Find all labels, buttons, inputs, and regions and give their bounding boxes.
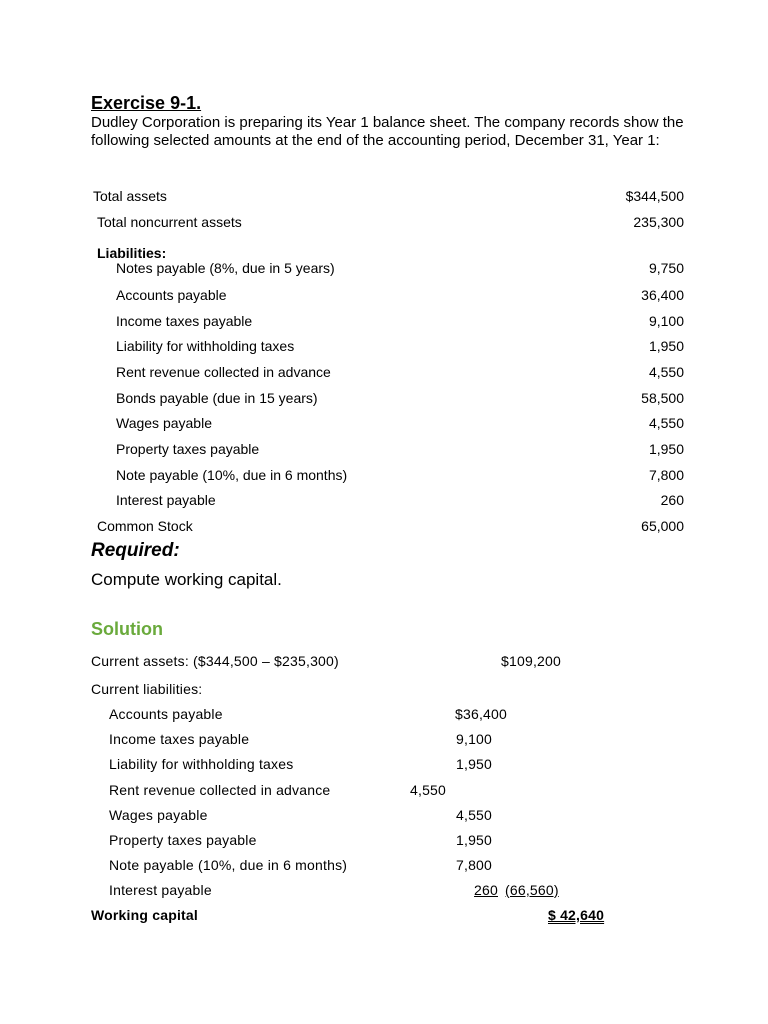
liability-item-value: 1,950 <box>648 441 684 457</box>
solution-item-value: 9,100 <box>456 731 493 747</box>
liability-item-label: Income taxes payable <box>116 313 253 329</box>
liability-item-label: Interest payable <box>116 492 216 508</box>
solution-item-label: Interest payable <box>109 882 212 898</box>
liability-item-value: 4,550 <box>648 415 684 431</box>
liability-item-value: 4,550 <box>648 364 684 380</box>
solution-item-label: Liability for withholding taxes <box>109 756 294 772</box>
solution-item-value: 4,550 <box>410 782 447 798</box>
liability-item-label: Liability for withholding taxes <box>116 338 295 354</box>
exercise-title: Exercise 9-1. <box>91 93 202 113</box>
common-stock-value: 65,000 <box>641 518 684 534</box>
solution-item-value: $36,400 <box>455 706 508 722</box>
liability-item-value: 7,800 <box>648 467 684 483</box>
liability-item-label: Accounts payable <box>116 287 227 303</box>
liability-item-label: Wages payable <box>116 415 212 431</box>
working-capital-label: Working capital <box>91 907 198 923</box>
solution-item-value: 7,800 <box>456 857 493 873</box>
liability-item-value: 1,950 <box>648 338 684 354</box>
solution-item-label: Property taxes payable <box>109 832 257 848</box>
total-assets-label: Total assets <box>93 188 167 204</box>
solution-item-value: 1,950 <box>456 832 493 848</box>
total-noncurrent-value: 235,300 <box>633 214 684 230</box>
liability-item-label: Notes payable (8%, due in 5 years) <box>116 260 335 276</box>
liability-item-value: 9,100 <box>648 313 684 329</box>
solution-item-label: Wages payable <box>109 807 208 823</box>
liability-item-label: Property taxes payable <box>116 441 260 457</box>
solution-item-value: 1,950 <box>456 756 493 772</box>
solution-item-value: 4,550 <box>456 807 493 823</box>
liability-item-value: 9,750 <box>648 260 684 276</box>
liability-item-value: 260 <box>660 492 684 508</box>
solution-item-label: Note payable (10%, due in 6 months) <box>109 857 348 873</box>
current-assets-label: Current assets: ($344,500 – $235,300) <box>91 653 339 669</box>
total-noncurrent-label: Total noncurrent assets <box>97 214 242 230</box>
liability-item-value: 36,400 <box>641 287 684 303</box>
liability-item-label: Note payable (10%, due in 6 months) <box>116 467 348 483</box>
total-assets-value: $344,500 <box>625 188 684 204</box>
current-liabilities-label: Current liabilities: <box>91 681 203 697</box>
required-task: Compute working capital. <box>91 570 282 589</box>
solution-item-label: Rent revenue collected in advance <box>109 782 331 798</box>
current-assets-value: $109,200 <box>501 653 561 669</box>
liabilities-heading: Liabilities: <box>97 245 167 261</box>
exercise-intro: Dudley Corporation is preparing its Year 1 balance sheet. The company records show the following selected amounts at the end of the accounting period, December 31, Year 1: <box>91 114 684 149</box>
liability-item-value: 58,500 <box>641 390 684 406</box>
working-capital-value: $ 42,640 <box>548 907 605 923</box>
solution-item-label: Income taxes payable <box>109 731 250 747</box>
interest-payable-value: 260 <box>474 882 498 898</box>
total-current-liabilities: (66,560) <box>505 882 559 898</box>
required-heading: Required: <box>91 540 180 561</box>
solution-item-label: Accounts payable <box>109 706 223 722</box>
solution-heading: Solution <box>91 619 163 639</box>
liability-item-label: Bonds payable (due in 15 years) <box>116 390 318 406</box>
liability-item-label: Rent revenue collected in advance <box>116 364 331 380</box>
common-stock-label: Common Stock <box>97 518 193 534</box>
